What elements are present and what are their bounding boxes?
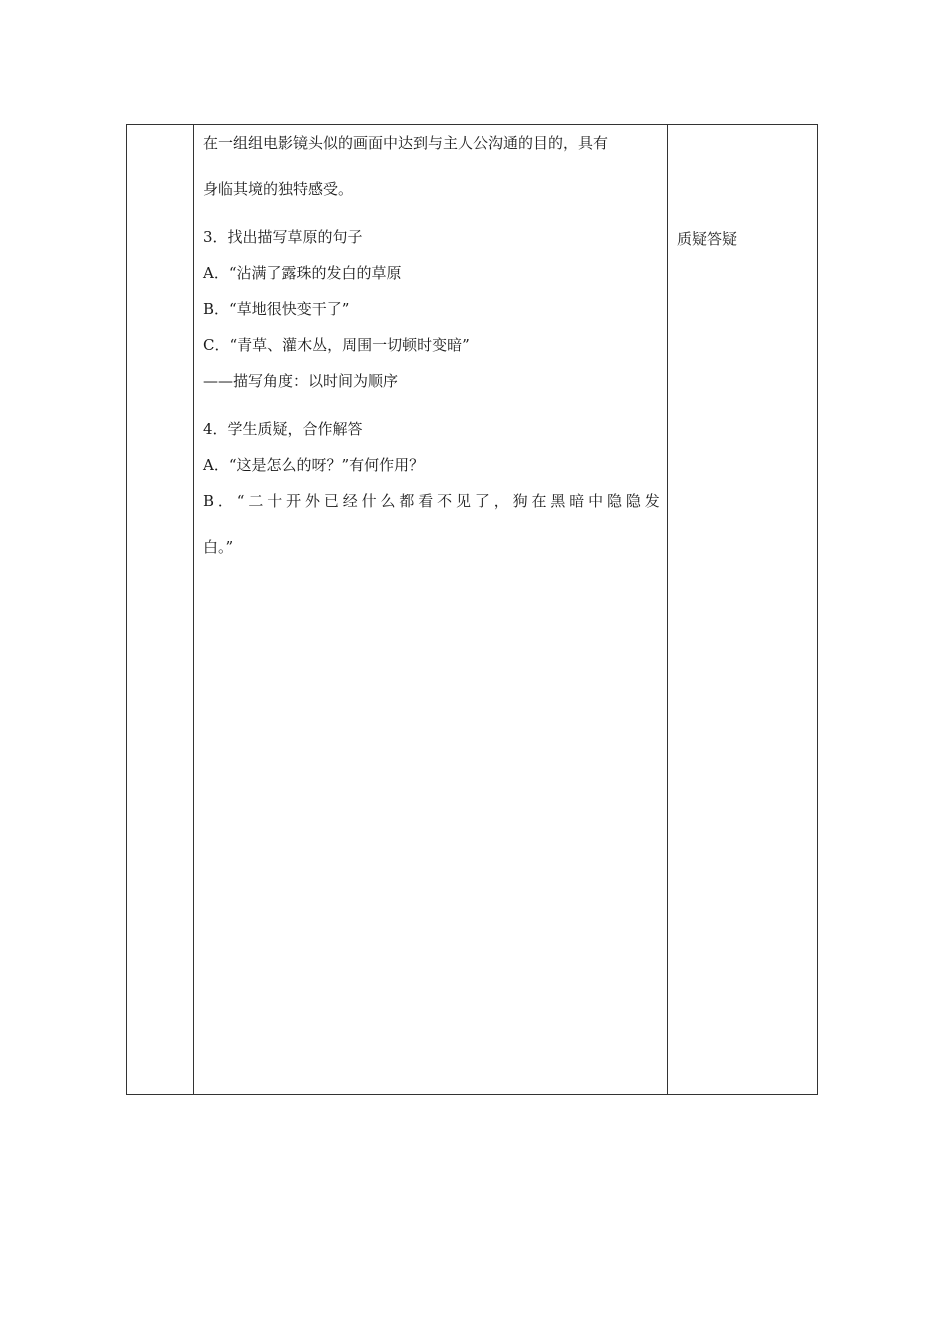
- table-row: [127, 125, 818, 1095]
- content-block: [194, 125, 667, 569]
- lesson-plan-table: [126, 124, 818, 1095]
- notes-column-cell: [668, 125, 818, 1095]
- question-3-option-b: B．“草地很快变干了”: [203, 300, 350, 318]
- paragraph-line: 身临其境的独特感受。: [203, 180, 354, 198]
- question-4-option-b-line1: B．“二十开外已经什么都看不见了，狗在黑暗中隐隐发: [203, 492, 660, 510]
- question-3-option-c: C．“青草、灌木丛，周围一切顿时变暗”: [203, 336, 470, 354]
- question-3-note: ——描写角度：以时间为顺序: [203, 372, 399, 390]
- content-column-cell: [194, 125, 668, 1095]
- question-4-option-b-line2: 白。”: [203, 538, 234, 556]
- question-4-option-a: A．“这是怎么的呀？”有何作用？: [203, 456, 425, 474]
- question-3-title: 3．找出描写草原的句子: [203, 228, 363, 246]
- question-3-option-a: A．“沾满了露珠的发白的草原: [203, 264, 402, 282]
- paragraph-line: 在一组组电影镜头似的画面中达到与主人公沟通的目的，具有: [203, 134, 609, 152]
- activity-label: 质疑答疑: [677, 230, 738, 248]
- question-4-title: 4．学生质疑，合作解答: [203, 420, 363, 438]
- left-column-cell: [127, 125, 194, 1095]
